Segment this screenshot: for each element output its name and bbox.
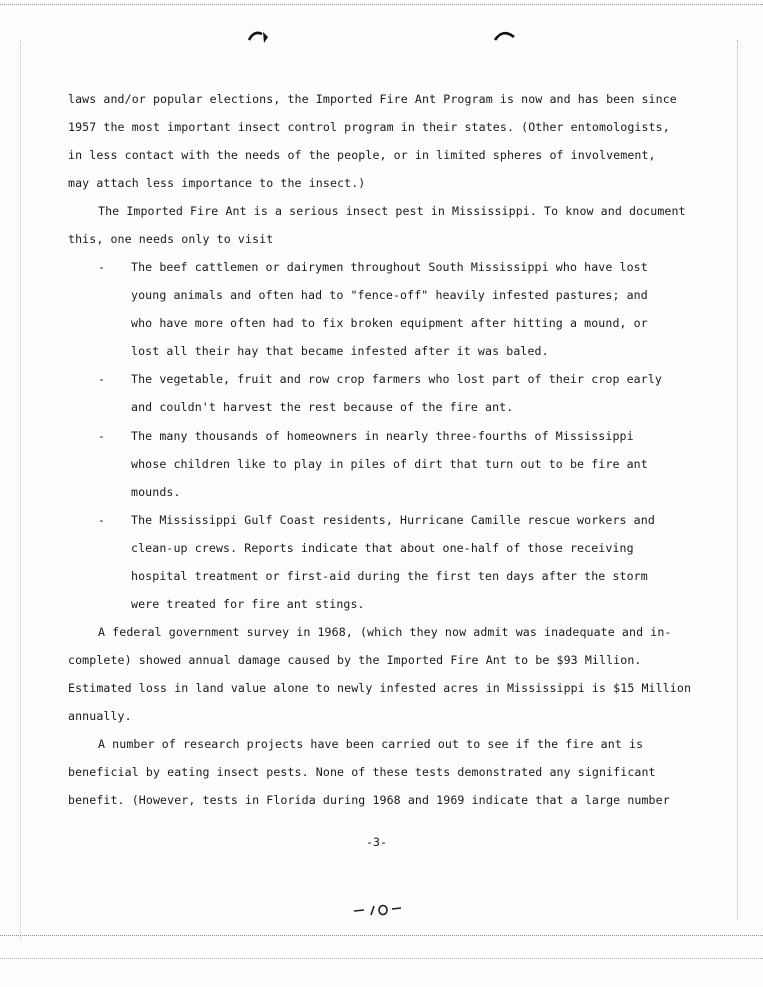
text-line: this, one needs only to visit xyxy=(68,232,274,246)
scan-edge-bottom xyxy=(0,935,763,936)
bullet-text-line: The Mississippi Gulf Coast residents, Hurricane Camille rescue workers and xyxy=(131,513,655,527)
text-line: annually. xyxy=(68,709,132,723)
scan-edge-bottom-2 xyxy=(0,958,763,959)
text-line: Estimated loss in land value alone to newly infested acres in Mississippi is $15 Million xyxy=(68,681,692,695)
bullet-dash: - xyxy=(98,372,105,386)
bullet-text-line: mounds. xyxy=(131,485,181,499)
handwritten-page-number xyxy=(352,900,412,920)
scan-edge-left xyxy=(20,40,21,940)
bullet-text-line: hospital treatment or first-aid during the first ten days after the storm xyxy=(131,569,648,583)
bullet-text-line: who have more often had to fix broken equipment after hitting a mound, or xyxy=(131,316,648,330)
text-line: in less contact with the needs of the people, or in limited spheres of involvement, xyxy=(68,148,656,162)
text-line: complete) showed annual damage caused by the Imported Fire Ant to be $93 Million. xyxy=(68,653,642,667)
text-line: 1957 the most important insect control program in their states. (Other entomologists, xyxy=(68,120,670,134)
text-line: laws and/or popular elections, the Imported Fire Ant Program is now and has been since xyxy=(68,92,677,106)
text-line: A number of research projects have been carried out to see if the fire ant is xyxy=(98,737,644,751)
text-line: A federal government survey in 1968, (which they now admit was inadequate and in- xyxy=(98,625,672,639)
text-line: The Imported Fire Ant is a serious insect pest in Mississippi. To know and document xyxy=(98,204,686,218)
bullet-text-line: lost all their hay that became infested after it was baled. xyxy=(131,344,549,358)
text-line: beneficial by eating insect pests. None of these tests demonstrated any significant xyxy=(68,765,656,779)
bullet-text-line: whose children like to play in piles of dirt that turn out to be fire ant xyxy=(131,457,648,471)
bullet-dash: - xyxy=(98,429,105,443)
text-line: benefit. (However, tests in Florida during 1968 and 1969 indicate that a large number xyxy=(68,793,670,807)
bullet-text-line: and couldn't harvest the rest because of the fire ant. xyxy=(131,400,514,414)
bullet-text-line: The vegetable, fruit and row crop farmers who lost part of their crop early xyxy=(131,372,663,386)
scan-edge-top xyxy=(0,4,763,5)
bullet-dash: - xyxy=(98,260,105,274)
bullet-text-line: were treated for fire ant stings. xyxy=(131,597,365,611)
scan-edge-right xyxy=(737,40,738,920)
bullet-dash: - xyxy=(98,513,105,527)
text-line: may attach less importance to the insect.) xyxy=(68,176,366,190)
bullet-text-line: The many thousands of homeowners in nearly three-fourths of Mississippi xyxy=(131,429,634,443)
bullet-text-line: The beef cattlemen or dairymen throughout South Mississippi who have lost xyxy=(131,260,648,274)
bullet-text-line: clean-up crews. Reports indicate that about one-half of those receiving xyxy=(131,541,634,555)
binding-hole-mark-right xyxy=(494,28,516,44)
binding-hole-mark-left xyxy=(248,28,270,44)
bullet-text-line: young animals and often had to "fence-off" heavily infested pastures; and xyxy=(131,288,648,302)
page-number: -3- xyxy=(366,835,387,849)
